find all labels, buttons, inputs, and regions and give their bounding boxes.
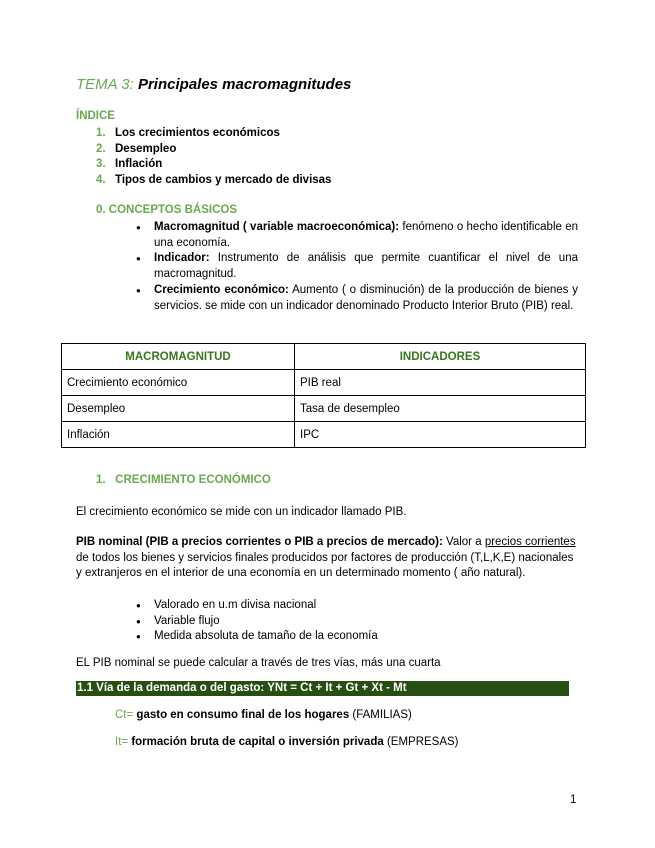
indice-item (96, 142, 331, 158)
indice-item (96, 173, 331, 189)
basicos-item (136, 283, 578, 314)
indice-label: Desempleo (115, 142, 177, 155)
indice-label: Inflación (115, 158, 163, 171)
table-header-row (62, 344, 586, 370)
basicos-heading: 0. CONCEPTOS BÁSICOS (96, 204, 238, 216)
indice-item (96, 157, 331, 173)
table-row (62, 370, 586, 396)
table-header: INDICADORES (295, 344, 586, 370)
indice-heading: ÍNDICE (76, 110, 115, 122)
it-label: It= (115, 736, 129, 748)
indice-num: 3. (96, 158, 106, 171)
formula-bar: 1.1 Vía de la demanda o del gasto: YNt = Ct + It + Gt + Xt - Mt (76, 681, 569, 696)
basicos-list (136, 220, 578, 314)
pib-bullet: ● Valorado en u.m divisa nacional (136, 598, 556, 614)
table-cell: Crecimiento económico (62, 370, 295, 396)
table-header: MACROMAGNITUD (62, 344, 295, 370)
indice-num: 2. (96, 142, 106, 155)
term-text: Aumento ( o disminución) de la producción de bienes y servicios. se mide con un indicador denominado Producto Interior Bruto (PIB) real. (154, 283, 578, 312)
indice-label: Los crecimientos económicos (115, 127, 280, 139)
basicos-item (136, 251, 578, 282)
indice-num: 4. (96, 174, 106, 187)
pib-nominal-paragraph (76, 535, 582, 582)
ct-definition (115, 709, 412, 721)
section-heading: 1. CRECIMIENTO ECONÓMICO (96, 474, 271, 486)
table-cell: IPC (295, 422, 586, 448)
ct-bold: gasto en consumo final de los hogares (136, 709, 350, 721)
tema-name: Principales macromagnitudes (137, 76, 352, 93)
pib-term: PIB nominal (PIB a precios corrientes o PIB a precios de mercado): (76, 536, 443, 548)
section-intro: El crecimiento económico se mide con un indicador llamado PIB. (76, 506, 407, 518)
it-definition (115, 736, 459, 748)
pib-bullets (136, 598, 556, 645)
table-cell: Tasa de desempleo (295, 396, 586, 422)
table-row (62, 396, 586, 422)
indice-num: 1. (96, 127, 106, 139)
pib-underlined: precios corrientes (484, 536, 576, 548)
it-rest: (EMPRESAS) (386, 736, 459, 748)
indice-list (96, 126, 331, 189)
pib-text: Valor a (442, 536, 485, 548)
ct-rest: (FAMILIAS) (352, 709, 412, 721)
tema-label: TEMA 3: (76, 76, 134, 93)
pib-bullet: ● Variable flujo (136, 614, 556, 630)
it-bold: formación bruta de capital o inversión privada (131, 736, 384, 748)
table-cell: Inflación (62, 422, 295, 448)
term: Crecimiento económico: (154, 283, 289, 296)
page-number: 1 (570, 794, 577, 806)
table-cell: PIB real (295, 370, 586, 396)
vias-text: EL PIB nominal se puede calcular a través de tres vías, más una cuarta (76, 657, 441, 669)
table-row (62, 422, 586, 448)
term: Indicador: (154, 252, 210, 265)
ct-label: Ct= (115, 709, 134, 721)
table-cell: Desempleo (62, 396, 295, 422)
pib-text: de todos los bienes y servicios finales producidos por factores de producción (T,L,K,E) nacionales y extranjeros en el interior de una economía en un determinado momento ( año natural). (76, 551, 574, 580)
basicos-item (136, 220, 578, 251)
page-title (76, 76, 351, 93)
term-text: Instrumento de análisis que permite cuantificar el nivel de una macromagnitud. (154, 252, 578, 281)
term: Macromagnitud ( variable macroeconómica): (154, 221, 400, 233)
indice-item (96, 126, 331, 142)
pib-bullet: ● Medida absoluta de tamaño de la economía (136, 629, 556, 645)
term-text: fenómeno o hecho identificable en una economía. (154, 221, 578, 249)
indice-label: Tipos de cambios y mercado de divisas (115, 174, 332, 187)
macromagnitud-table (61, 343, 586, 448)
